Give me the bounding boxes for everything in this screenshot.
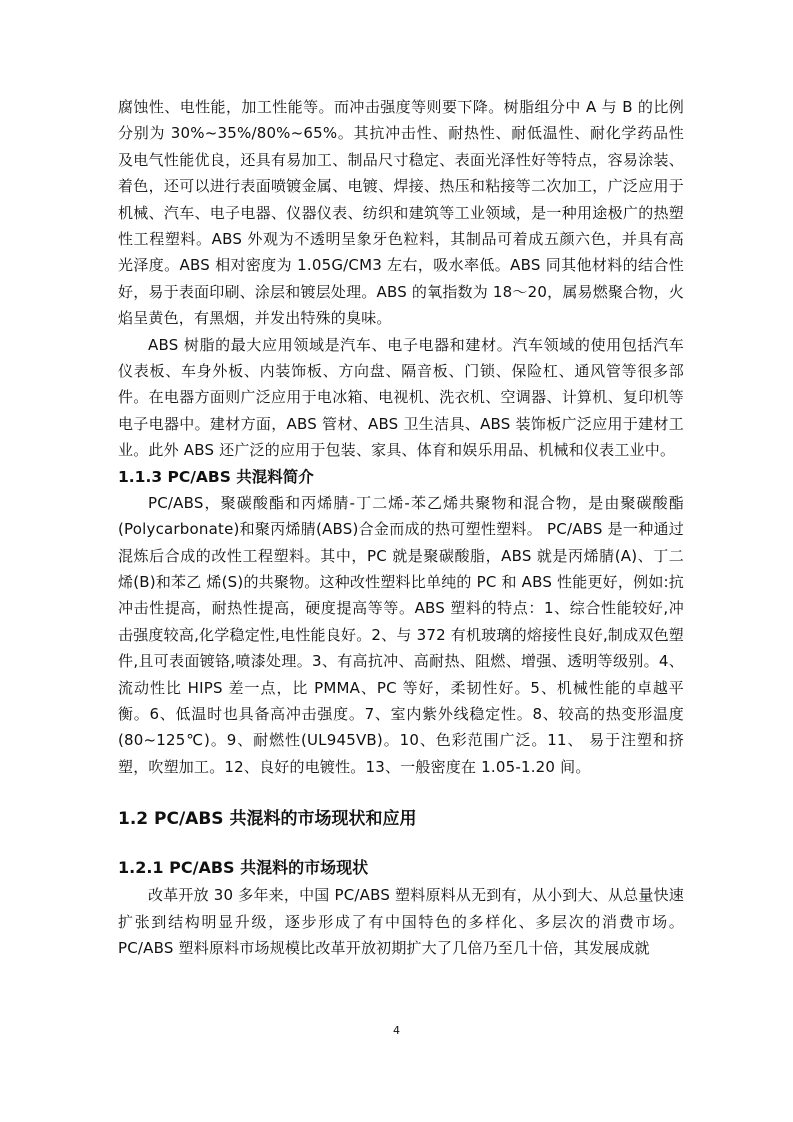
heading-1-2: 1.2 PC/ABS 共混料的市场现状和应用 [118, 809, 417, 830]
heading-1-2-1: 1.2.1 PC/ABS 共混料的市场现状 [118, 858, 369, 878]
paragraph-abs-applications: ABS 树脂的最大应用领域是汽车、电子电器和建材。汽车领域的使用包括汽车仪表板、车身外板、内装饰板、方向盘、隔音板、门锁、保险杠、通风管等很多部件。在电器方面则广泛应用于电冰箱、电视机、洗衣机、空调器、计算机、复印机等电子电器中。建材方面，ABS 管材、ABS 卫生洁具、ABS 装饰板广泛应用于建材工业。此外 ABS 还广泛的应用于包装、家具、体育和娱乐用品、机械和仪表工业中。 [118, 335, 684, 460]
paragraph-abs-properties: 腐蚀性、电性能，加工性能等。而冲击强度等则要下降。树脂组分中 A 与 B 的比例分别为 30%~35%/80%~65%。其抗冲击性、耐热性、耐低温性、耐化学药品性及电气性能优良，还具有易加工、制品尺寸稳定、表面光泽性好等特点，容易涂装、着色，还可以进行表面喷镀金属、电镀、焊接、热压和粘接等二次加工，广泛应用于机械、汽车、电子电器、仪器仪表、纺织和建筑等工业领域，是一种用途极广的热塑性工程塑料。ABS 外观为不透明呈象牙色粒料，其制品可着成五颜六色，并具有高光泽度。ABS 相对密度为 1.05G/CM3 左右，吸水率低。ABS 同其他材料的结合性好，易于表面印刷、涂层和镀层处理。ABS 的氧指数为 18～20，属易燃聚合物，火焰呈黄色，有黑烟，并发出特殊的臭味。 [118, 98, 684, 328]
paragraph-market-status: 改革开放 30 多年来，中国 PC/ABS 塑料原料从无到有，从小到大、从总量快速扩张到结构明显升级，逐步形成了有中国特色的多样化、多层次的消费市场。PC/ABS 塑料原料市场规模比改革开放初期扩大了几倍乃至几十倍，其发展成就 [118, 886, 684, 957]
paragraph-pc-abs-intro: PC/ABS，聚碳酸酯和丙烯腈-丁二烯-苯乙烯共聚物和混合物，是由聚碳酸酯(Polycarbonate)和聚丙烯腈(ABS)合金而成的热可塑性塑料。 PC/ABS 是一种通过混炼后合成的改性工程塑料。其中，PC 就是聚碳酸脂，ABS 就是丙烯腈(A)、丁二烯(B)和苯乙 烯(S)的共聚物。这种改性塑料比单纯的 PC 和 ABS 性能更好，例如:抗冲击性提高，耐热性提高，硬度提高等等。ABS 塑料的特点：1、综合性能较好,冲击强度较高,化学稳定性,电性能良好。2、与 372 有机玻璃的熔接性良好,制成双色塑件,且可表面镀铬,喷漆处理。3、有高抗冲、高耐热、阻燃、增强、透明等级别。4、流动性比 HIPS 差一点，比 PMMA、PC 等好，柔韧性好。5、机械性能的卓越平衡。6、低温时也具备高冲击强度。7、室内紫外线稳定性。8、较高的热变形温度(80~125℃)。9、耐燃性(UL945VB)。10、色彩范围广泛。11、 易于注塑和挤塑，吹塑加工。12、良好的电镀性。13、一般密度在 1.05-1.20 间。 [118, 493, 684, 776]
heading-1-1-3: 1.1.3 PC/ABS 共混料简介 [118, 467, 314, 486]
page-number: 4 [393, 1024, 400, 1037]
page-body [118, 94, 684, 961]
